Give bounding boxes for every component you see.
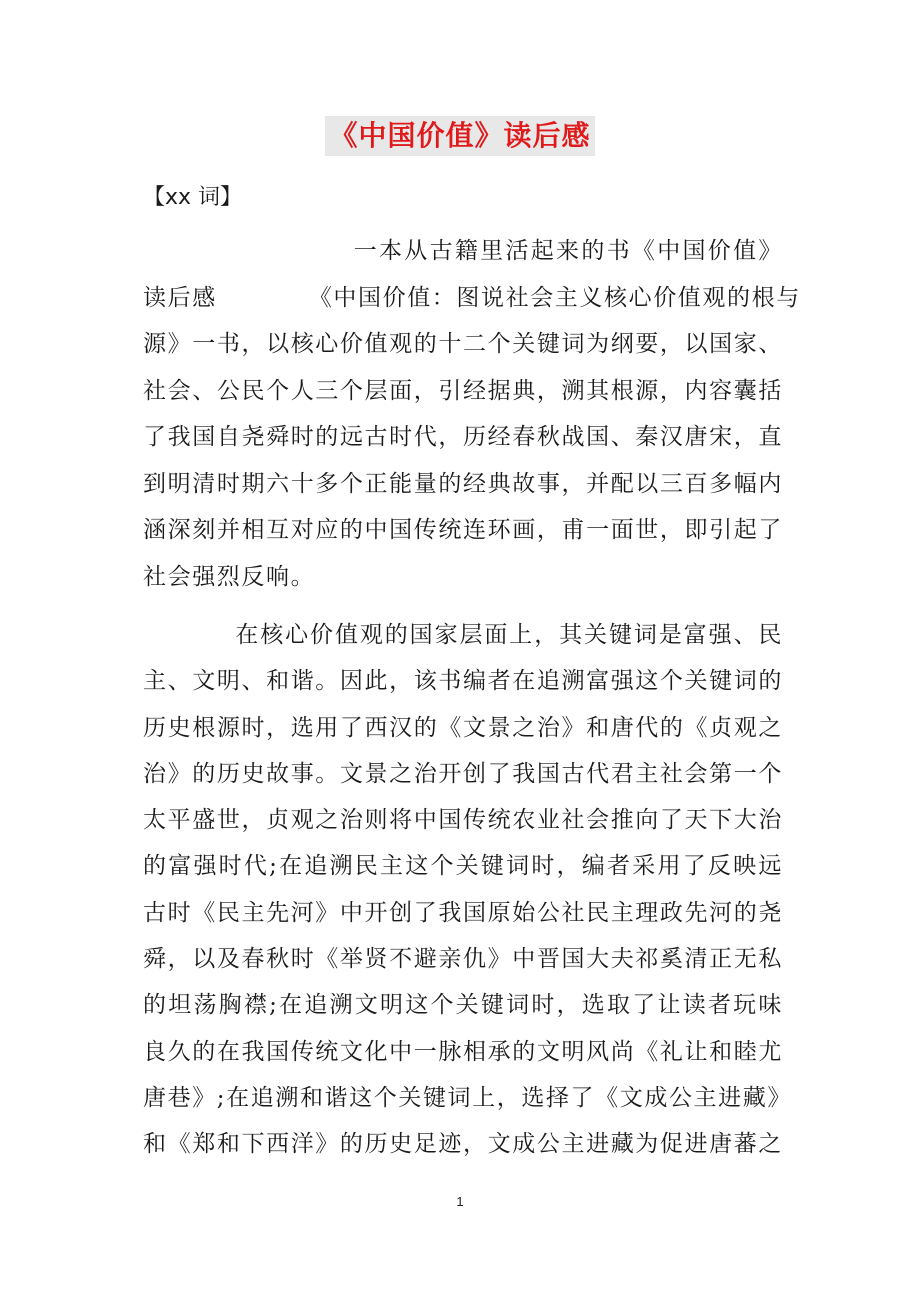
text-line: 涵深刻并相互对应的中国传统连环画，甫一面世，即引起了	[143, 517, 783, 543]
word-count-label: 【xx 词】	[143, 185, 243, 210]
text-line: 和《郑和下西洋》的历史足迹，文成公主进藏为促进唐蕃之	[143, 1131, 783, 1158]
text-line: 的富强时代;在追溯民主这个关键词时，编者采用了反映远	[143, 853, 783, 880]
text-line-content: 一本从古籍里活起来的书《中国价值》	[353, 238, 783, 264]
text-line-content: 读后感	[143, 284, 217, 311]
paragraph-2	[143, 612, 792, 1168]
text-line: 了我国自尧舜时的远古时代，历经春秋战国、秦汉唐宋，直	[143, 424, 783, 450]
text-line	[143, 228, 783, 275]
text-line: 的坦荡胸襟;在追溯文明这个关键词时，选取了让读者玩味	[143, 992, 783, 1019]
text-line: 源》一书，以核心价值观的十二个关键词为纲要，以国家、	[143, 331, 783, 357]
text-line: 良久的在我国传统文化中一脉相承的文明风尚《礼让和睦尤	[143, 1038, 783, 1065]
text-line: 舜，以及春秋时《举贤不避亲仇》中晋国大夫祁奚清正无私	[143, 946, 783, 973]
text-line: 社会强烈反响。	[143, 563, 316, 590]
text-line: 古时《民主先河》中开创了我国原始公社民主理政先河的尧	[143, 899, 783, 926]
text-line-content: 《中国价值：图说社会主义核心价值观的根与	[308, 284, 801, 311]
title-container	[0, 116, 920, 156]
text-line: 社会、公民个人三个层面，引经据典，溯其根源，内容囊括	[143, 377, 783, 404]
document-title: 《中国价值》读后感	[325, 116, 594, 156]
text-line: 到明清时期六十多个正能量的经典故事，并配以三百多幅内	[143, 470, 783, 497]
text-line	[143, 275, 801, 322]
text-line	[143, 612, 783, 658]
text-line: 治》的历史故事。文景之治开创了我国古代君主社会第一个	[143, 760, 783, 787]
page-number: 1	[456, 1194, 464, 1209]
paragraph-1	[143, 228, 801, 600]
text-line: 太平盛世，贞观之治则将中国传统农业社会推向了天下大治	[143, 807, 783, 834]
text-line: 唐巷》;在追溯和谐这个关键词上，选择了《文成公主进藏》	[143, 1084, 792, 1111]
text-line-content: 在核心价值观的国家层面上，其关键词是富强、民	[235, 622, 783, 648]
text-line: 主、文明、和谐。因此，该书编者在追溯富强这个关键词的	[143, 668, 783, 695]
text-line: 历史根源时，选用了西汉的《文景之治》和唐代的《贞观之	[143, 714, 783, 741]
